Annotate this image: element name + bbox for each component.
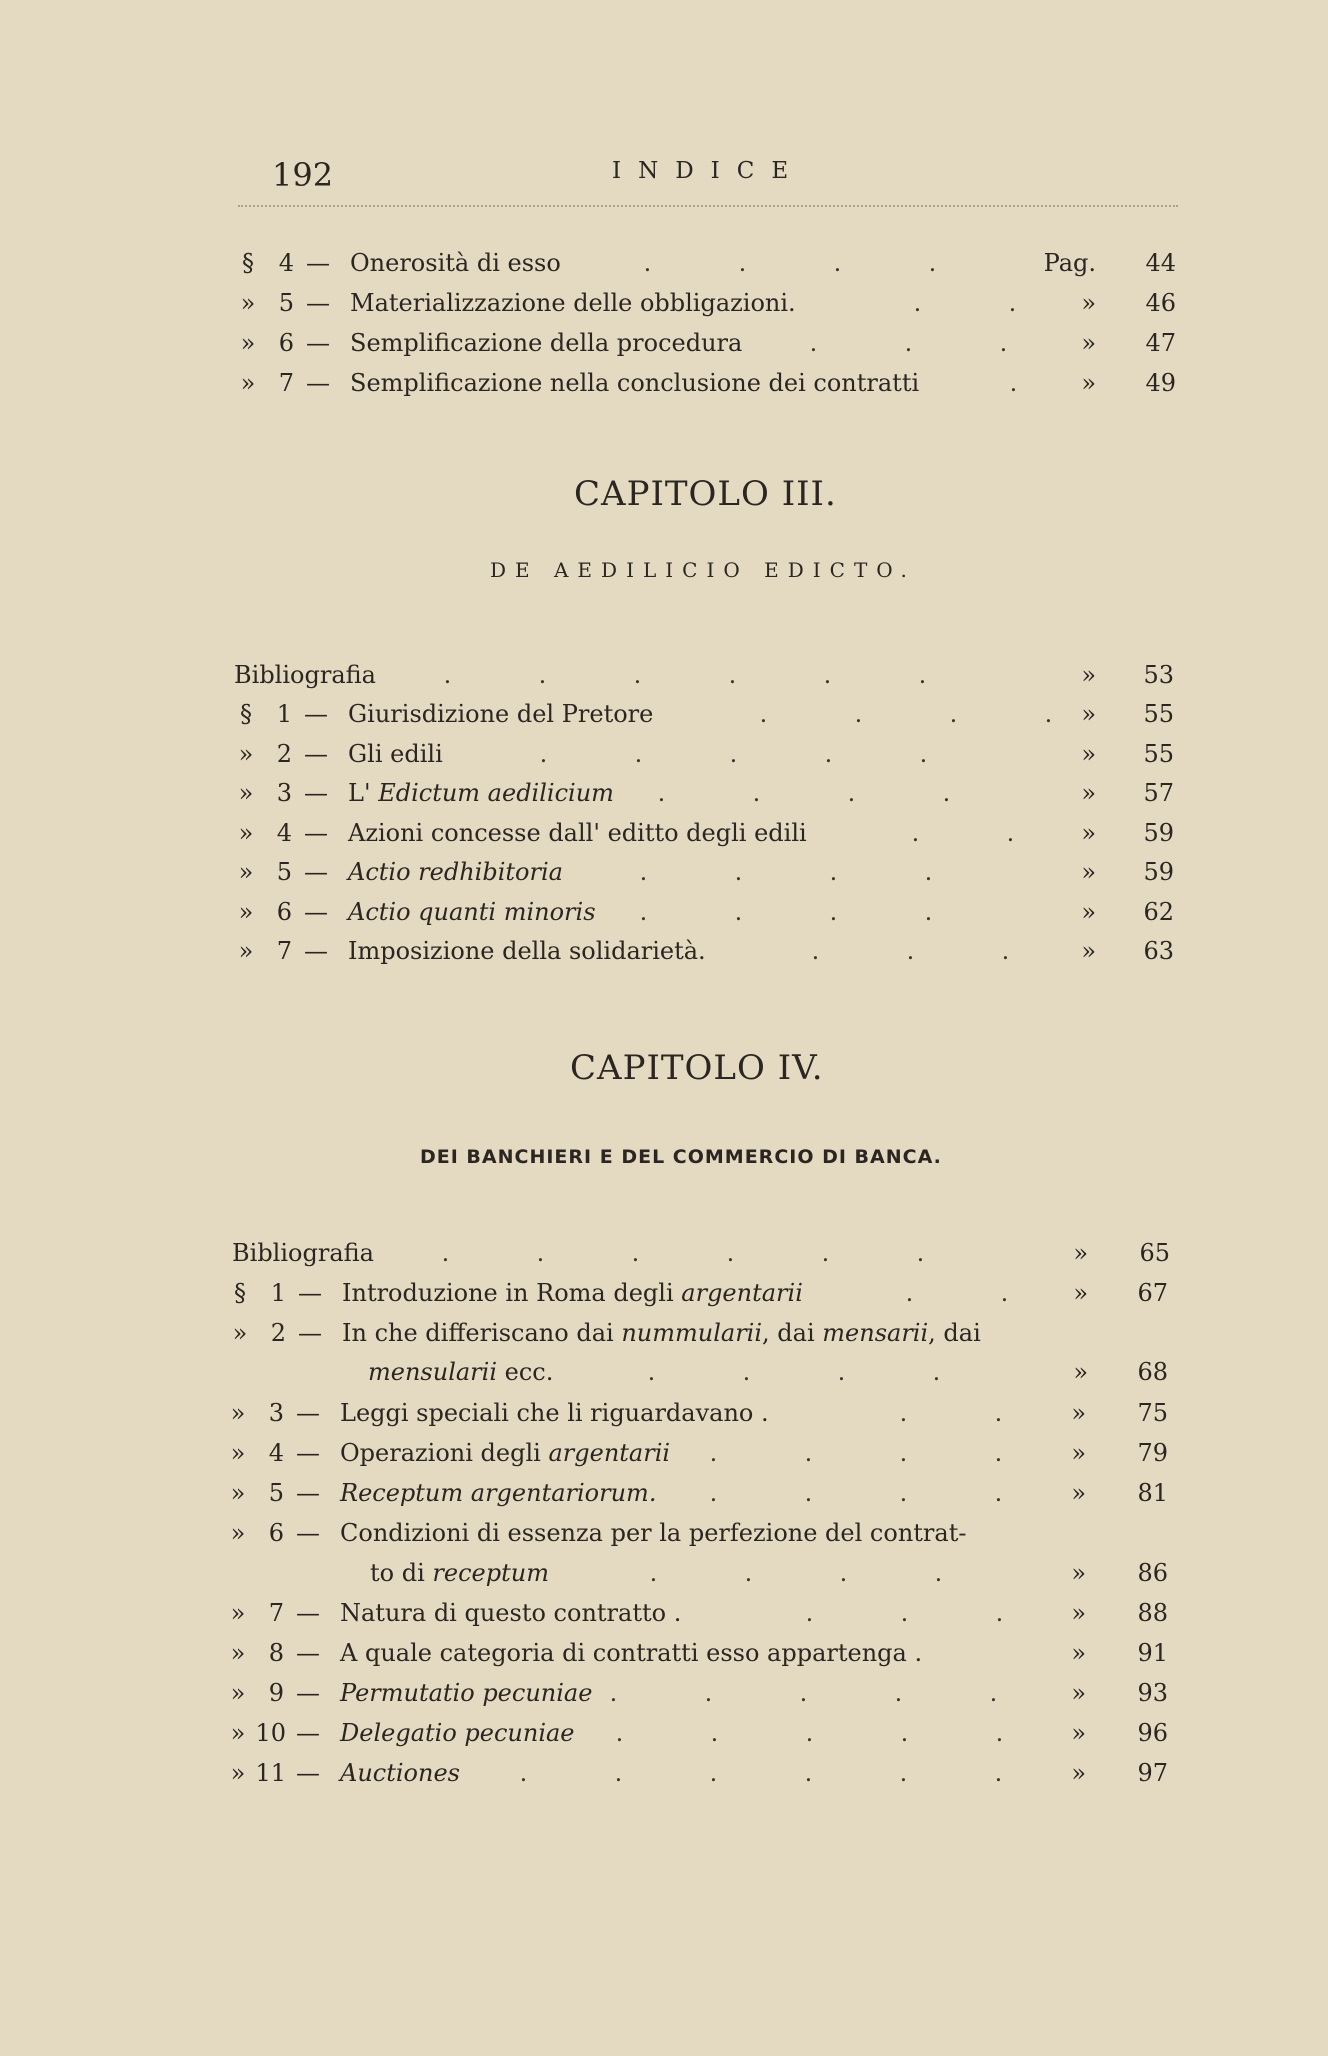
toc-entry xyxy=(226,1596,1176,1630)
entry-page: 44 xyxy=(1145,249,1176,277)
entry-number: 5 xyxy=(278,289,294,317)
entry-title: Semplificazione della procedura xyxy=(350,329,743,357)
entry-number: 5 xyxy=(268,1479,284,1507)
toc-entry xyxy=(234,737,1184,771)
entry-title: Natura di questo contratto . xyxy=(340,1599,682,1627)
entry-title xyxy=(348,776,614,810)
entry-page-prefix: » xyxy=(1071,1399,1086,1427)
entry-title-part: ecc. xyxy=(504,1358,554,1386)
entry-page: 75 xyxy=(1137,1399,1168,1427)
entry-mark: » xyxy=(238,898,254,926)
dot-leader: . xyxy=(1009,369,1018,397)
dot-leader: . . . . . . xyxy=(443,661,927,689)
entry-page: 53 xyxy=(1143,661,1174,689)
entry-page-prefix: Pag. xyxy=(1043,249,1096,277)
entry-page-prefix: » xyxy=(1071,1559,1086,1587)
entry-title-latin: mensularii xyxy=(368,1358,497,1386)
entry-title-part: to di xyxy=(370,1559,425,1587)
entry-dash: — xyxy=(296,1759,320,1787)
entry-number: 8 xyxy=(268,1639,284,1667)
entry-dash: — xyxy=(306,329,330,357)
toc-entry xyxy=(234,697,1184,731)
toc-entry xyxy=(226,1756,1176,1790)
entry-title: Permutatio pecuniae xyxy=(340,1679,593,1707)
entry-number: 11 xyxy=(255,1759,286,1787)
toc-entry xyxy=(234,934,1184,968)
entry-page: 79 xyxy=(1137,1439,1168,1467)
bibliography-entry xyxy=(234,658,1184,692)
entry-page-prefix: » xyxy=(1081,898,1096,926)
entry-mark: § xyxy=(240,700,252,728)
toc-entry xyxy=(236,326,1186,360)
page-number: 192 xyxy=(272,156,334,194)
entry-title xyxy=(340,1436,670,1470)
entry-page-prefix: » xyxy=(1073,1358,1088,1386)
toc-entry xyxy=(234,895,1184,929)
chapter-title: CAPITOLO III. xyxy=(574,474,837,514)
entry-number: 2 xyxy=(276,740,292,768)
toc-entry xyxy=(234,855,1184,889)
entry-title: Auctiones xyxy=(340,1759,460,1787)
entry-page-prefix: » xyxy=(1071,1679,1086,1707)
entry-mark: » xyxy=(230,1599,246,1627)
entry-page: 65 xyxy=(1139,1239,1170,1267)
entry-title: Onerosità di esso xyxy=(350,249,561,277)
entry-dash: — xyxy=(296,1679,320,1707)
entry-dash: — xyxy=(304,858,328,886)
entry-page: 88 xyxy=(1137,1599,1168,1627)
entry-dash: — xyxy=(296,1639,320,1667)
entry-number: 6 xyxy=(268,1519,284,1547)
dot-leader: . . . . . . xyxy=(519,1759,1003,1787)
entry-page: 55 xyxy=(1143,740,1174,768)
toc-entry xyxy=(228,1316,1178,1390)
entry-number: 6 xyxy=(278,329,294,357)
running-head: INDICE xyxy=(612,158,806,184)
toc-entry xyxy=(234,776,1184,810)
bibliography-label: Bibliografia xyxy=(232,1239,374,1267)
entry-page-prefix: » xyxy=(1081,779,1096,807)
entry-page: 49 xyxy=(1145,369,1176,397)
entry-title-line1 xyxy=(342,1316,981,1350)
entry-page-prefix: » xyxy=(1071,1719,1086,1747)
dot-leader: . . . . xyxy=(709,1439,1003,1467)
entry-page: 47 xyxy=(1145,329,1176,357)
dot-leader: . . . . . xyxy=(609,1679,998,1707)
entry-dash: — xyxy=(304,779,328,807)
entry-title: Gli edili xyxy=(348,740,443,768)
entry-number: 7 xyxy=(276,937,292,965)
entry-page-prefix: » xyxy=(1073,1239,1088,1267)
header-rule xyxy=(238,205,1178,207)
entry-page: 86 xyxy=(1137,1559,1168,1587)
toc-entry xyxy=(226,1516,1176,1590)
toc-entry xyxy=(226,1436,1176,1470)
entry-page-prefix: » xyxy=(1071,1599,1086,1627)
entry-dash: — xyxy=(296,1719,320,1747)
entry-page: 91 xyxy=(1137,1639,1168,1667)
entry-mark: » xyxy=(230,1639,246,1667)
entry-mark: » xyxy=(232,1319,248,1347)
entry-title: Delegatio pecuniae xyxy=(340,1719,575,1747)
entry-number: 2 xyxy=(270,1319,286,1347)
entry-page: 63 xyxy=(1143,937,1174,965)
toc-entry xyxy=(228,1276,1178,1310)
chapter-subtitle: DEI BANCHIERI E DEL COMMERCIO DI BANCA. xyxy=(420,1146,942,1168)
dot-leader: . . . xyxy=(811,937,1010,965)
entry-page: 62 xyxy=(1143,898,1174,926)
entry-title-part: L' xyxy=(348,779,371,807)
entry-title-line2 xyxy=(370,1556,549,1590)
chapter-title: CAPITOLO IV. xyxy=(570,1048,824,1088)
entry-page-prefix: » xyxy=(1081,858,1096,886)
entry-title-line2 xyxy=(368,1355,553,1389)
entry-dash: — xyxy=(296,1399,320,1427)
entry-dash: — xyxy=(306,289,330,317)
entry-dash: — xyxy=(306,249,330,277)
entry-number: 1 xyxy=(270,1279,286,1307)
entry-title-part: , dai xyxy=(928,1319,981,1347)
entry-title: Actio quanti minoris xyxy=(348,898,596,926)
entry-number: 6 xyxy=(276,898,292,926)
entry-dash: — xyxy=(304,898,328,926)
entry-mark: » xyxy=(238,937,254,965)
entry-page: 68 xyxy=(1137,1358,1168,1386)
entry-page: 59 xyxy=(1143,858,1174,886)
dot-leader: . . xyxy=(913,289,1017,317)
entry-page-prefix: » xyxy=(1081,819,1096,847)
entry-title-part: Operazioni degli xyxy=(340,1439,541,1467)
dot-leader: . . . . . xyxy=(615,1719,1004,1747)
entry-number: 5 xyxy=(276,858,292,886)
entry-dash: — xyxy=(304,740,328,768)
entry-page: 55 xyxy=(1143,700,1174,728)
dot-leader: . . xyxy=(905,1279,1009,1307)
entry-number: 7 xyxy=(278,369,294,397)
entry-dash: — xyxy=(296,1479,320,1507)
entry-page: 46 xyxy=(1145,289,1176,317)
entry-mark: » xyxy=(230,1399,246,1427)
entry-page-prefix: » xyxy=(1081,700,1096,728)
toc-entry xyxy=(236,286,1186,320)
entry-mark: § xyxy=(234,1279,246,1307)
entry-mark: » xyxy=(230,1439,246,1467)
dot-leader: . . . . xyxy=(639,858,933,886)
toc-entry xyxy=(226,1476,1176,1510)
entry-page-prefix: » xyxy=(1071,1439,1086,1467)
entry-mark: » xyxy=(240,289,256,317)
entry-title: Leggi speciali che li riguardavano . xyxy=(340,1399,769,1427)
entry-page-prefix: » xyxy=(1081,740,1096,768)
dot-leader: . . . . xyxy=(647,1358,941,1386)
entry-page-prefix: » xyxy=(1081,369,1096,397)
entry-mark: » xyxy=(240,329,256,357)
entry-mark: » xyxy=(230,1519,246,1547)
entry-page: 59 xyxy=(1143,819,1174,847)
entry-mark: » xyxy=(230,1759,246,1787)
entry-page: 96 xyxy=(1137,1719,1168,1747)
entry-title-latin: mensarii xyxy=(822,1319,929,1347)
entry-number: 4 xyxy=(278,249,294,277)
entry-number: 9 xyxy=(268,1679,284,1707)
entry-number: 10 xyxy=(255,1719,286,1747)
entry-title: Imposizione della solidarietà. xyxy=(348,937,706,965)
dot-leader: . . . . xyxy=(649,1559,943,1587)
toc-entry xyxy=(226,1716,1176,1750)
entry-title: Azioni concesse dall' editto degli edili xyxy=(348,819,807,847)
chapter-subtitle: DE AEDILICIO EDICTO. xyxy=(490,558,916,582)
entry-title-latin: argentarii xyxy=(548,1439,671,1467)
entry-dash: — xyxy=(298,1319,322,1347)
bibliography-entry xyxy=(232,1236,1182,1270)
entry-mark: » xyxy=(230,1479,246,1507)
entry-mark: » xyxy=(230,1679,246,1707)
entry-title: Giurisdizione del Pretore xyxy=(348,700,654,728)
entry-dash: — xyxy=(304,937,328,965)
entry-mark: » xyxy=(240,369,256,397)
entry-dash: — xyxy=(298,1279,322,1307)
entry-title-part: , dai xyxy=(762,1319,815,1347)
entry-title-latin: Edictum aedilicium xyxy=(378,779,614,807)
dot-leader: . . . . xyxy=(639,898,933,926)
toc-entry xyxy=(226,1396,1176,1430)
entry-title-part: In che differiscano dai xyxy=(342,1319,614,1347)
entry-title xyxy=(342,1276,803,1310)
entry-dash: — xyxy=(296,1599,320,1627)
entry-page: 57 xyxy=(1143,779,1174,807)
entry-page-prefix: » xyxy=(1071,1479,1086,1507)
dot-leader: . . . . xyxy=(759,700,1053,728)
entry-number: 3 xyxy=(276,779,292,807)
dot-leader: . . . xyxy=(805,1599,1004,1627)
dot-leader: . . . . . . xyxy=(441,1239,925,1267)
entry-title-part: Introduzione in Roma degli xyxy=(342,1279,674,1307)
entry-title-latin: receptum xyxy=(432,1559,549,1587)
entry-title-latin: argentarii xyxy=(681,1279,803,1307)
dot-leader: . . . . xyxy=(657,779,951,807)
entry-dash: — xyxy=(306,369,330,397)
entry-mark: » xyxy=(230,1719,246,1747)
entry-page: 97 xyxy=(1137,1759,1168,1787)
toc-entry xyxy=(234,816,1184,850)
entry-dash: — xyxy=(296,1519,320,1547)
dot-leader: . . . xyxy=(809,329,1008,357)
entry-title: A quale categoria di contratti esso appartenga . xyxy=(340,1639,923,1667)
toc-entry xyxy=(236,246,1186,280)
entry-mark: » xyxy=(238,740,254,768)
entry-number: 4 xyxy=(268,1439,284,1467)
entry-page-prefix: » xyxy=(1071,1639,1086,1667)
entry-page: 67 xyxy=(1137,1279,1168,1307)
toc-entry xyxy=(226,1676,1176,1710)
entry-page-prefix: » xyxy=(1081,661,1096,689)
entry-page-prefix: » xyxy=(1081,289,1096,317)
toc-entry xyxy=(236,366,1186,400)
entry-page: 93 xyxy=(1137,1679,1168,1707)
entry-title-latin: nummularii xyxy=(621,1319,763,1347)
entry-number: 7 xyxy=(268,1599,284,1627)
entry-title-line1: Condizioni di essenza per la perfezione del contrat- xyxy=(340,1519,967,1547)
entry-number: 4 xyxy=(276,819,292,847)
entry-page: 81 xyxy=(1137,1479,1168,1507)
entry-mark: » xyxy=(238,779,254,807)
dot-leader: . . . . xyxy=(643,249,937,277)
entry-dash: — xyxy=(304,819,328,847)
entry-page-prefix: » xyxy=(1073,1279,1088,1307)
entry-title: Receptum argentariorum. xyxy=(340,1479,657,1507)
entry-mark: » xyxy=(238,858,254,886)
toc-entry xyxy=(226,1636,1176,1670)
entry-page-prefix: » xyxy=(1081,329,1096,357)
entry-mark: § xyxy=(242,249,254,277)
entry-dash: — xyxy=(304,700,328,728)
entry-title: Actio redhibitoria xyxy=(348,858,563,886)
bibliography-label: Bibliografia xyxy=(234,661,376,689)
entry-title: Semplificazione nella conclusione dei contratti xyxy=(350,369,920,397)
dot-leader: . . . . . xyxy=(539,740,928,768)
entry-number: 1 xyxy=(276,700,292,728)
dot-leader: . . . . xyxy=(709,1479,1003,1507)
entry-page-prefix: » xyxy=(1081,937,1096,965)
entry-dash: — xyxy=(296,1439,320,1467)
dot-leader: . . xyxy=(911,819,1015,847)
dot-leader: . . xyxy=(899,1399,1003,1427)
entry-page-prefix: » xyxy=(1071,1759,1086,1787)
entry-number: 3 xyxy=(268,1399,284,1427)
entry-title: Materializzazione delle obbligazioni. xyxy=(350,289,796,317)
entry-mark: » xyxy=(238,819,254,847)
